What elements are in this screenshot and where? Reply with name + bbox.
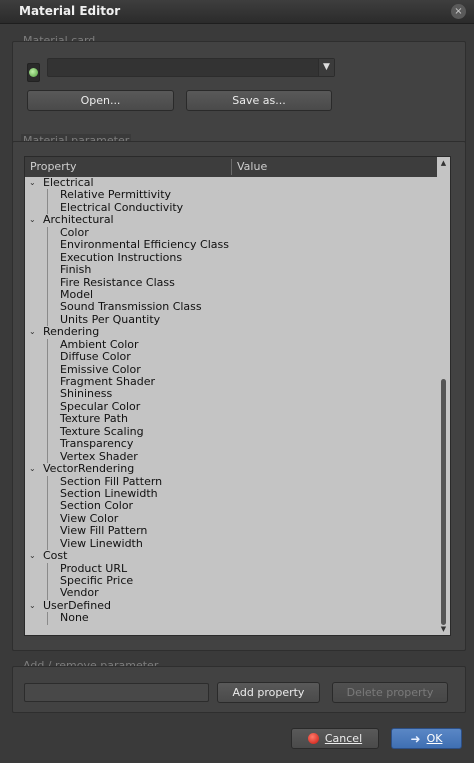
- tree-item[interactable]: Section Color: [25, 500, 438, 512]
- collapse-icon[interactable]: ⌄: [29, 600, 36, 610]
- material-card-icon: [27, 63, 40, 82]
- tree-item[interactable]: Diffuse Color: [25, 351, 438, 363]
- material-editor-dialog: [0, 24, 474, 763]
- tree-header: [25, 157, 438, 177]
- tree-category-cost[interactable]: ⌄ Cost: [29, 549, 68, 563]
- tree-body: [25, 177, 438, 635]
- card-status-icon: [29, 68, 38, 77]
- tree-item[interactable]: Fire Resistance Class: [25, 277, 438, 289]
- tree-item[interactable]: Vertex Shader: [25, 451, 438, 463]
- scrollbar-thumb[interactable]: [441, 379, 446, 625]
- tree-item[interactable]: Product URL: [25, 563, 438, 575]
- cancel-button-label: Cancel: [324, 732, 363, 745]
- add-property-button[interactable]: Add property: [217, 682, 320, 703]
- tree-item[interactable]: Section Linewidth: [25, 488, 438, 500]
- collapse-icon[interactable]: ⌄: [29, 215, 36, 225]
- tree-item[interactable]: Texture Scaling: [25, 426, 438, 438]
- ok-button-label: OK: [426, 732, 443, 745]
- title-bar: [0, 0, 474, 24]
- tree-item[interactable]: Ambient Color: [25, 339, 438, 351]
- tree-item[interactable]: Emissive Color: [25, 364, 438, 376]
- material-card-combo[interactable]: [47, 58, 335, 77]
- column-separator[interactable]: [231, 159, 232, 175]
- collapse-icon[interactable]: ⌄: [29, 551, 36, 561]
- cancel-button[interactable]: [291, 728, 379, 749]
- collapse-icon[interactable]: ⌄: [29, 178, 36, 187]
- tree-item[interactable]: View Fill Pattern: [25, 525, 438, 537]
- tree-category-architectural[interactable]: ⌄ Architectural: [29, 213, 114, 227]
- tree-item[interactable]: Sound Transmission Class: [25, 301, 438, 313]
- tree-item[interactable]: Section Fill Pattern: [25, 476, 438, 488]
- tree-item[interactable]: View Linewidth: [25, 538, 438, 550]
- tree-item[interactable]: Transparency: [25, 438, 438, 450]
- collapse-icon[interactable]: ⌄: [29, 327, 36, 337]
- ok-icon: ➜: [410, 731, 421, 746]
- tree-category-rendering[interactable]: ⌄ Rendering: [29, 325, 100, 339]
- tree-category-user-defined[interactable]: ⌄ UserDefined: [29, 598, 111, 612]
- tree-item[interactable]: Model: [25, 289, 438, 301]
- window-title: Material Editor: [19, 4, 121, 18]
- cancel-icon: [308, 733, 319, 744]
- tree-item[interactable]: View Color: [25, 513, 438, 525]
- tree-category-electrical[interactable]: ⌄ Electrical: [29, 176, 94, 189]
- scroll-down-icon[interactable]: ▼: [440, 625, 447, 633]
- close-icon[interactable]: ×: [451, 4, 466, 19]
- tree-item[interactable]: Finish: [25, 264, 438, 276]
- tree-item[interactable]: None: [25, 612, 438, 624]
- ok-button[interactable]: [391, 728, 462, 749]
- tree-item[interactable]: Execution Instructions: [25, 252, 438, 264]
- property-column-header[interactable]: Property: [30, 160, 77, 173]
- vertical-scrollbar[interactable]: [437, 157, 450, 635]
- collapse-icon[interactable]: ⌄: [29, 464, 36, 474]
- tree-item[interactable]: Relative Permittivity: [25, 189, 438, 201]
- tree-category-vector-rendering[interactable]: ⌄ VectorRendering: [29, 462, 135, 476]
- scroll-up-icon[interactable]: ▲: [440, 159, 447, 167]
- tree-item[interactable]: Fragment Shader: [25, 376, 438, 388]
- tree-item[interactable]: Specific Price: [25, 575, 438, 587]
- save-as-button[interactable]: Save as...: [186, 90, 332, 111]
- tree-item[interactable]: Environmental Efficiency Class: [25, 239, 438, 251]
- tree-item[interactable]: Texture Path: [25, 413, 438, 425]
- tree-item[interactable]: Color: [25, 227, 438, 239]
- property-tree[interactable]: [24, 156, 451, 636]
- open-button[interactable]: Open...: [27, 90, 174, 111]
- tree-item[interactable]: Shininess: [25, 388, 438, 400]
- tree-item[interactable]: Electrical Conductivity: [25, 202, 438, 214]
- value-column-header[interactable]: Value: [237, 160, 268, 173]
- tree-item[interactable]: Specular Color: [25, 401, 438, 413]
- tree-item[interactable]: Vendor: [25, 587, 438, 599]
- tree-item[interactable]: Units Per Quantity: [25, 314, 438, 326]
- delete-property-button[interactable]: Delete property: [332, 682, 448, 703]
- chevron-down-icon[interactable]: ▼: [318, 59, 334, 76]
- property-name-input[interactable]: [24, 683, 209, 702]
